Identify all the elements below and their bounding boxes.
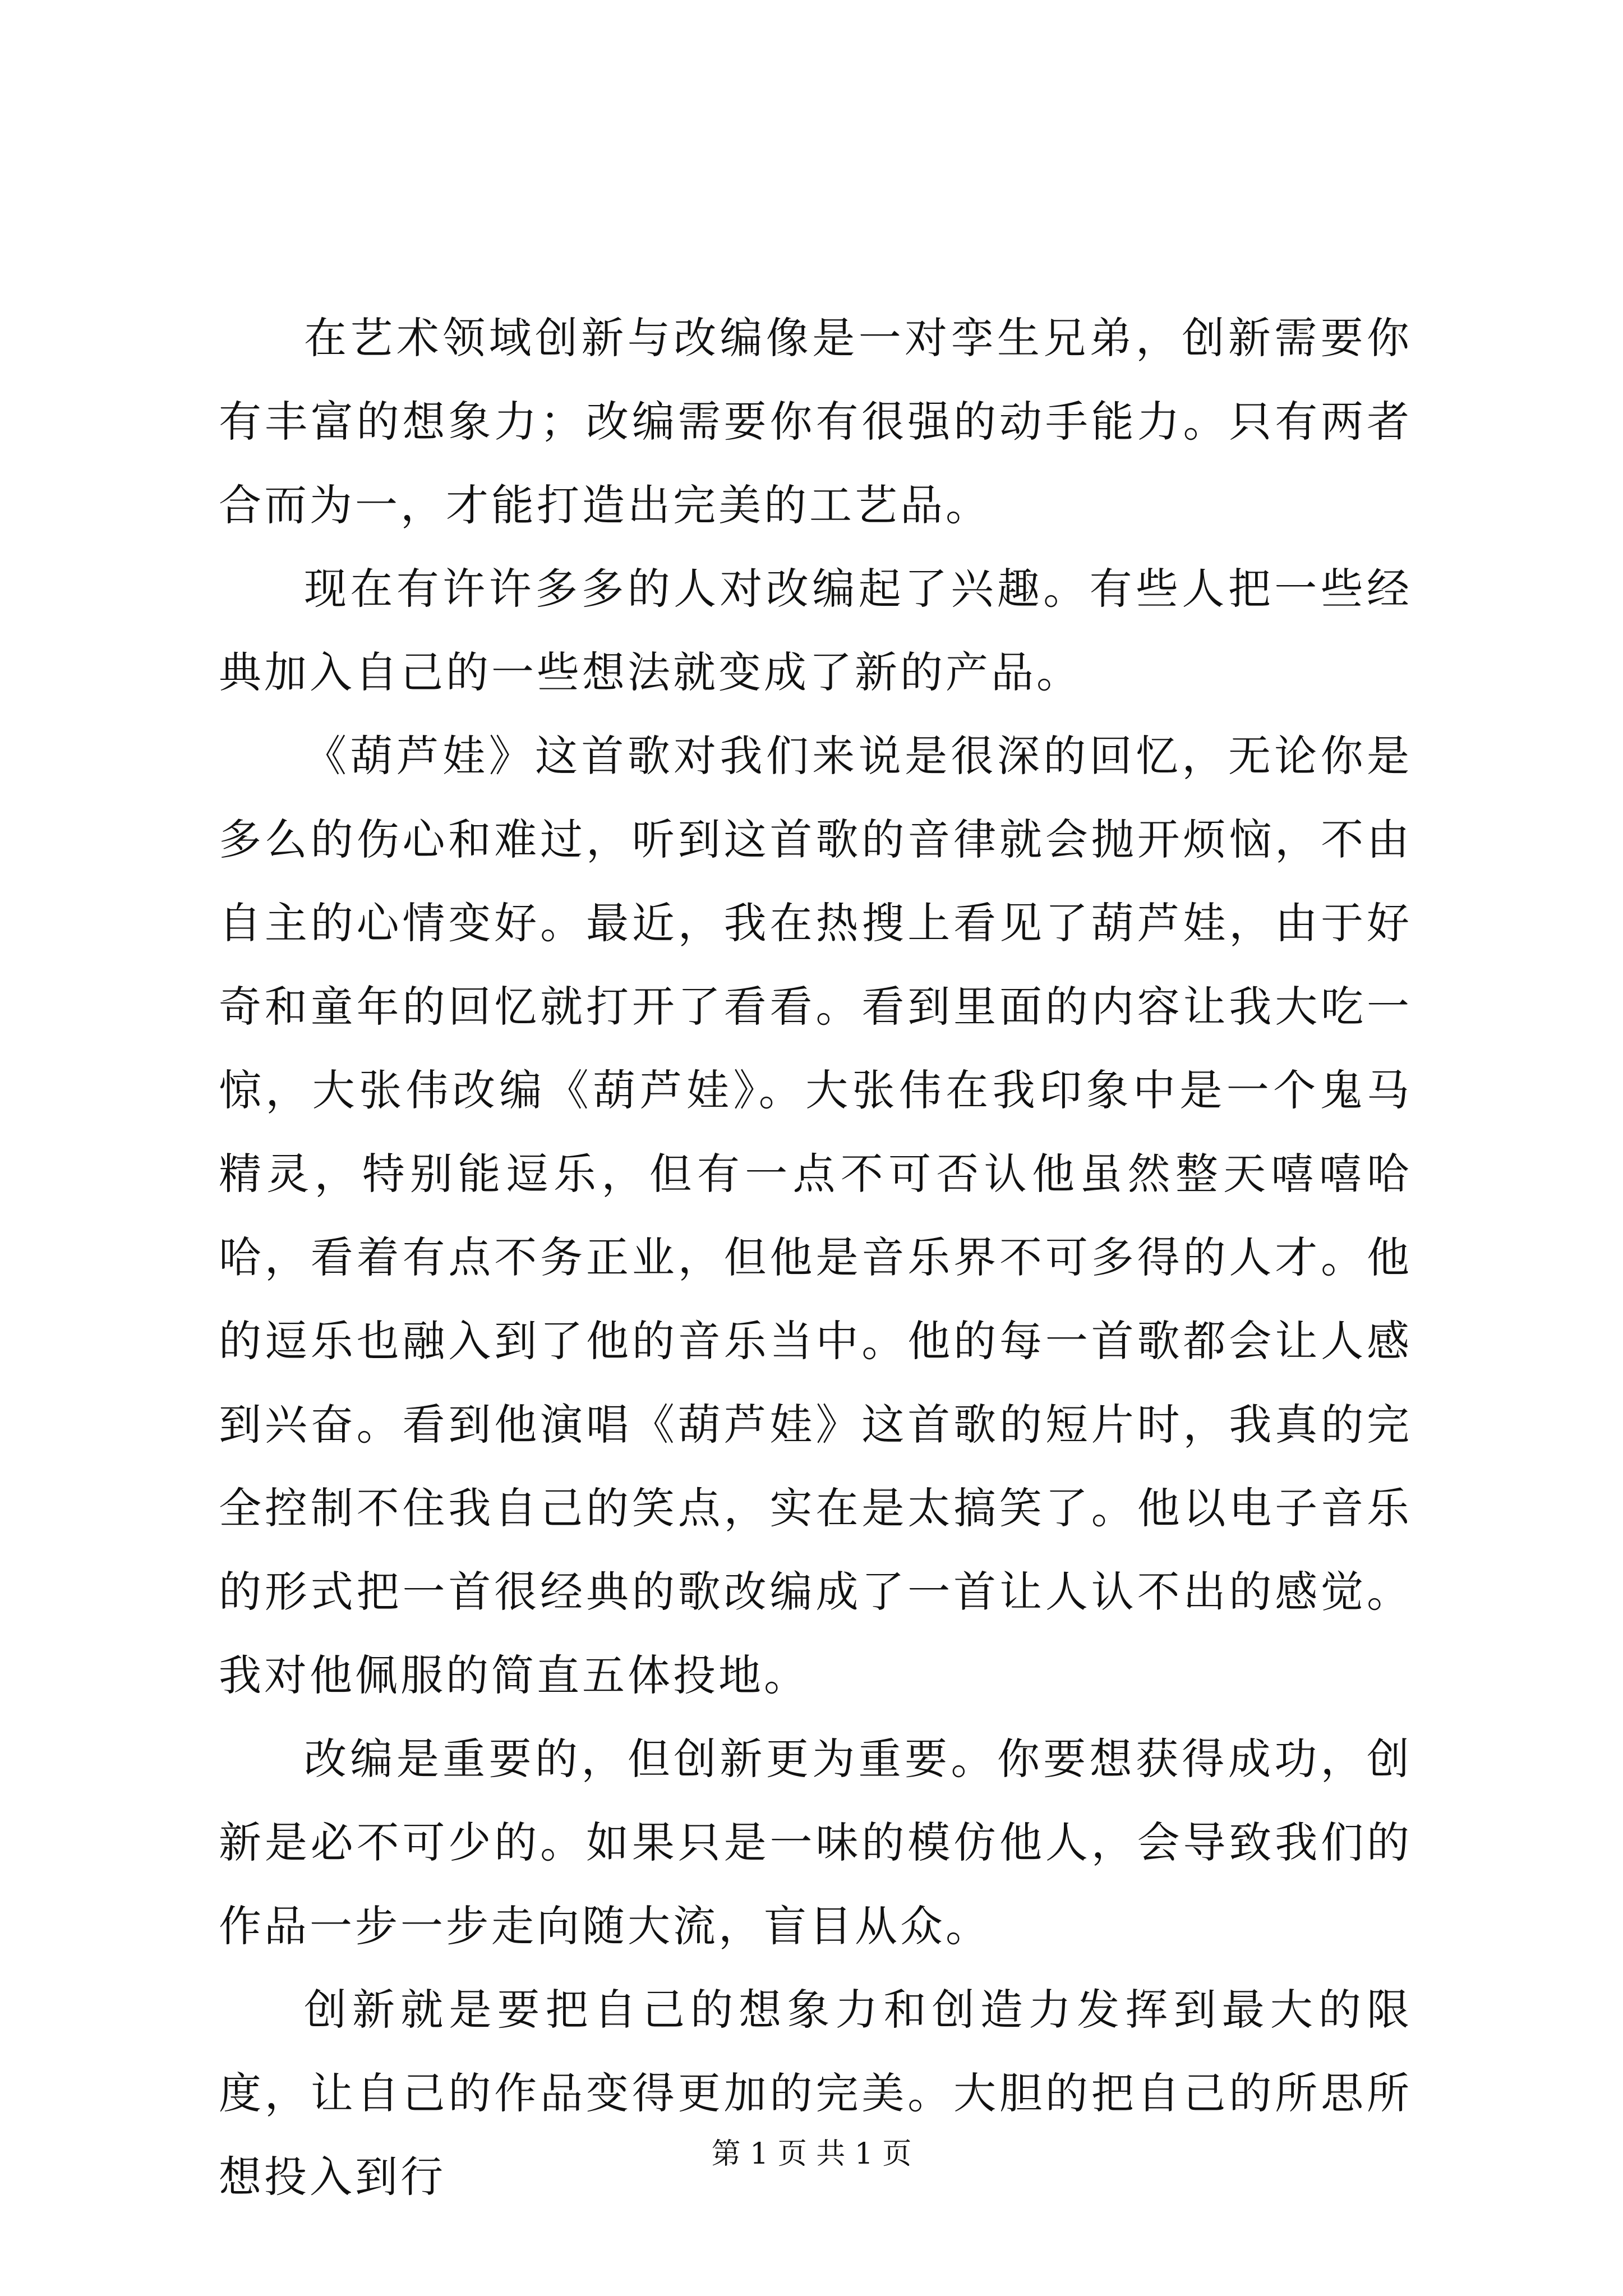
page-number-footer: 第 1 页 共 1 页	[711, 2137, 912, 2171]
paragraph-4: 改编是重要的，但创新更为重要。你要想获得成功，创新是必不可少的。如果只是一味的模仿他人，会导致我们的作品一步一步走向随大流，盲目从众。	[219, 1734, 1412, 1951]
document-body	[219, 296, 1412, 2219]
paragraph-3: 《葫芦娃》这首歌对我们来说是很深的回忆，无论你是多么的伤心和难过，听到这首歌的音律就会抛开烦恼，不由自主的心情变好。最近，我在热搜上看见了葫芦娃，由于好奇和童年的回忆就打开了看看。看到里面的内容让我大吃一惊，大张伟改编《葫芦娃》。大张伟在我印象中是一个鬼马精灵，特别能逗乐，但有一点不可否认他虽然整天嘻嘻哈哈，看着有点不务正业，但他是音乐界不可多得的人才。他的逗乐也融入到了他的音乐当中。他的每一首歌都会让人感到兴奋。看到他演唱《葫芦娃》这首歌的短片时，我真的完全控制不住我自己的笑点，实在是太搞笑了。他以电子音乐的形式把一首很经典的歌改编成了一首让人认不出的感觉。我对他佩服的简直五体投地。	[219, 731, 1412, 1700]
paragraph-5: 创新就是要把自己的想象力和创造力发挥到最大的限度，让自己的作品变得更加的完美。大胆的把自己的所思所想投入到行	[219, 1985, 1412, 2202]
paragraph-1: 在艺术领域创新与改编像是一对孪生兄弟，创新需要你有丰富的想象力；改编需要你有很强的动手能力。只有两者合而为一，才能打造出完美的工艺品。	[219, 313, 1412, 530]
paragraph-2: 现在有许许多多的人对改编起了兴趣。有些人把一些经典加入自己的一些想法就变成了新的产品。	[219, 564, 1412, 697]
